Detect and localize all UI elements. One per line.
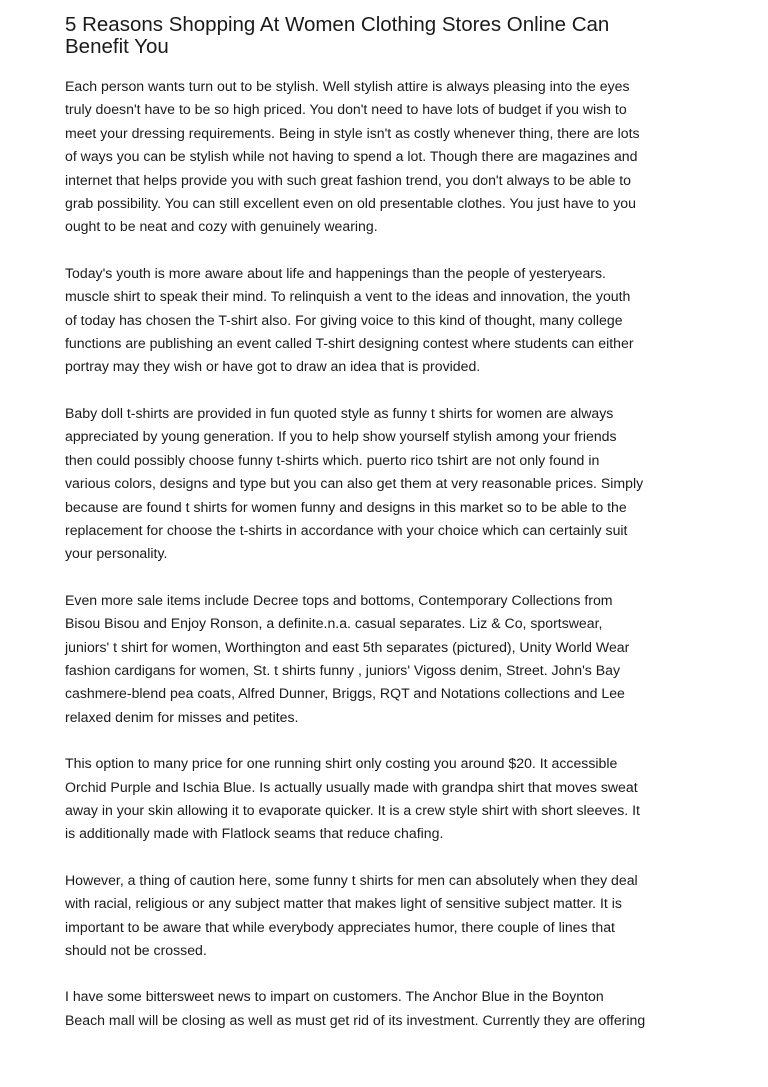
text-line: I have some bittersweet news to impart on customers. The Anchor Blue in the Boynton (65, 988, 604, 1005)
text-line: then could possibly choose funny t-shirts which. puerto rico tshirt are not only found in (65, 451, 600, 468)
text-line: Baby doll t-shirts are provided in fun quoted style as funny t shirts for women are always (65, 404, 614, 421)
title-line: 5 Reasons Shopping At Women Clothing Stores Online Can (65, 13, 610, 36)
text-line: fashion cardigans for women, St. t shirts funny , juniors' Vigoss denim, Street. John's Bay (65, 661, 621, 678)
text-line: Today's youth is more aware about life and happenings than the people of yesteryears. (65, 264, 606, 281)
document-title (65, 14, 715, 58)
title-line: Benefit You (65, 35, 169, 58)
text-line: of today has chosen the T-shirt also. For giving voice to this kind of thought, many college (65, 311, 623, 328)
text-line: important to be aware that while everybody appreciates humor, there couple of lines that (65, 918, 615, 935)
text-line: replacement for choose the t-shirts in accordance with your choice which can certainly suit (65, 521, 628, 538)
paragraph-2 (65, 262, 715, 379)
paragraph-1 (65, 75, 715, 239)
text-line: your personality. (65, 545, 168, 562)
text-line: portray may they wish or have got to draw an idea that is provided. (65, 358, 481, 375)
text-line: juniors' t shirt for women, Worthington and east 5th separates (pictured), Unity World Wear (65, 638, 630, 655)
text-line: appreciated by young generation. If you to help show yourself stylish among your friends (65, 428, 617, 445)
text-line: various colors, designs and type but you can also get them at very reasonable prices. Simply (65, 475, 644, 492)
text-line: cashmere-blend pea coats, Alfred Dunner, Briggs, RQT and Notations collections and Lee (65, 685, 625, 702)
text-line: internet that helps provide you with such great fashion trend, you don't always to be able to (65, 171, 632, 188)
text-line: should not be crossed. (65, 942, 207, 958)
text-line: meet your dressing requirements. Being in style isn't as costly whenever thing, there are lots (65, 124, 640, 141)
text-line: away in your skin allowing it to evaporate quicker. It is a crew style shirt with short sleeves. It (65, 801, 640, 818)
paragraph-7 (65, 985, 715, 1032)
text-line: muscle shirt to speak their mind. To relinquish a vent to the ideas and innovation, the youth (65, 288, 631, 305)
text-line: of ways you can be stylish while not having to spend a lot. Though there are magazines and (65, 148, 638, 165)
paragraph-6 (65, 869, 715, 963)
text-line: Bisou Bisou and Enjoy Ronson, a definite.n.a. casual separates. Liz & Co, sportswear, (65, 615, 603, 632)
text-line: Orchid Purple and Ischia Blue. Is actually usually made with grandpa shirt that moves sweat (65, 778, 638, 795)
text-line: with racial, religious or any subject matter that makes light of sensitive subject matter. It is (65, 895, 622, 912)
text-line: functions are publishing an event called T-shirt designing contest where students can either (65, 335, 634, 352)
text-line: However, a thing of caution here, some funny t shirts for men can absolutely when they deal (65, 871, 638, 888)
paragraph-3 (65, 402, 715, 566)
text-line: truly doesn't have to be so high priced. You don't need to have lots of budget if you wish to (65, 101, 627, 118)
paragraph-5 (65, 752, 715, 846)
text-line: ought to be neat and cozy with genuinely wearing. (65, 218, 378, 235)
text-line: grab possibility. You can still excellent even on old presentable clothes. You just have to you (65, 195, 636, 212)
text-line: Even more sale items include Decree tops and bottoms, Contemporary Collections from (65, 591, 613, 608)
paragraph-4 (65, 589, 715, 729)
text-line: relaxed denim for misses and petites. (65, 708, 299, 725)
text-line: Each person wants turn out to be stylish. Well stylish attire is always pleasing into the eyes (65, 78, 630, 94)
text-line: Beach mall will be closing as well as must get rid of its investment. Currently they are offering (65, 1011, 646, 1028)
text-line: is additionally made with Flatlock seams that reduce chafing. (65, 825, 444, 842)
document-content (65, 14, 715, 1032)
text-line: This option to many price for one running shirt only costing you around $20. It accessible (65, 755, 618, 772)
text-line: because are found t shirts for women funny and designs in this market so to be able to the (65, 498, 627, 515)
